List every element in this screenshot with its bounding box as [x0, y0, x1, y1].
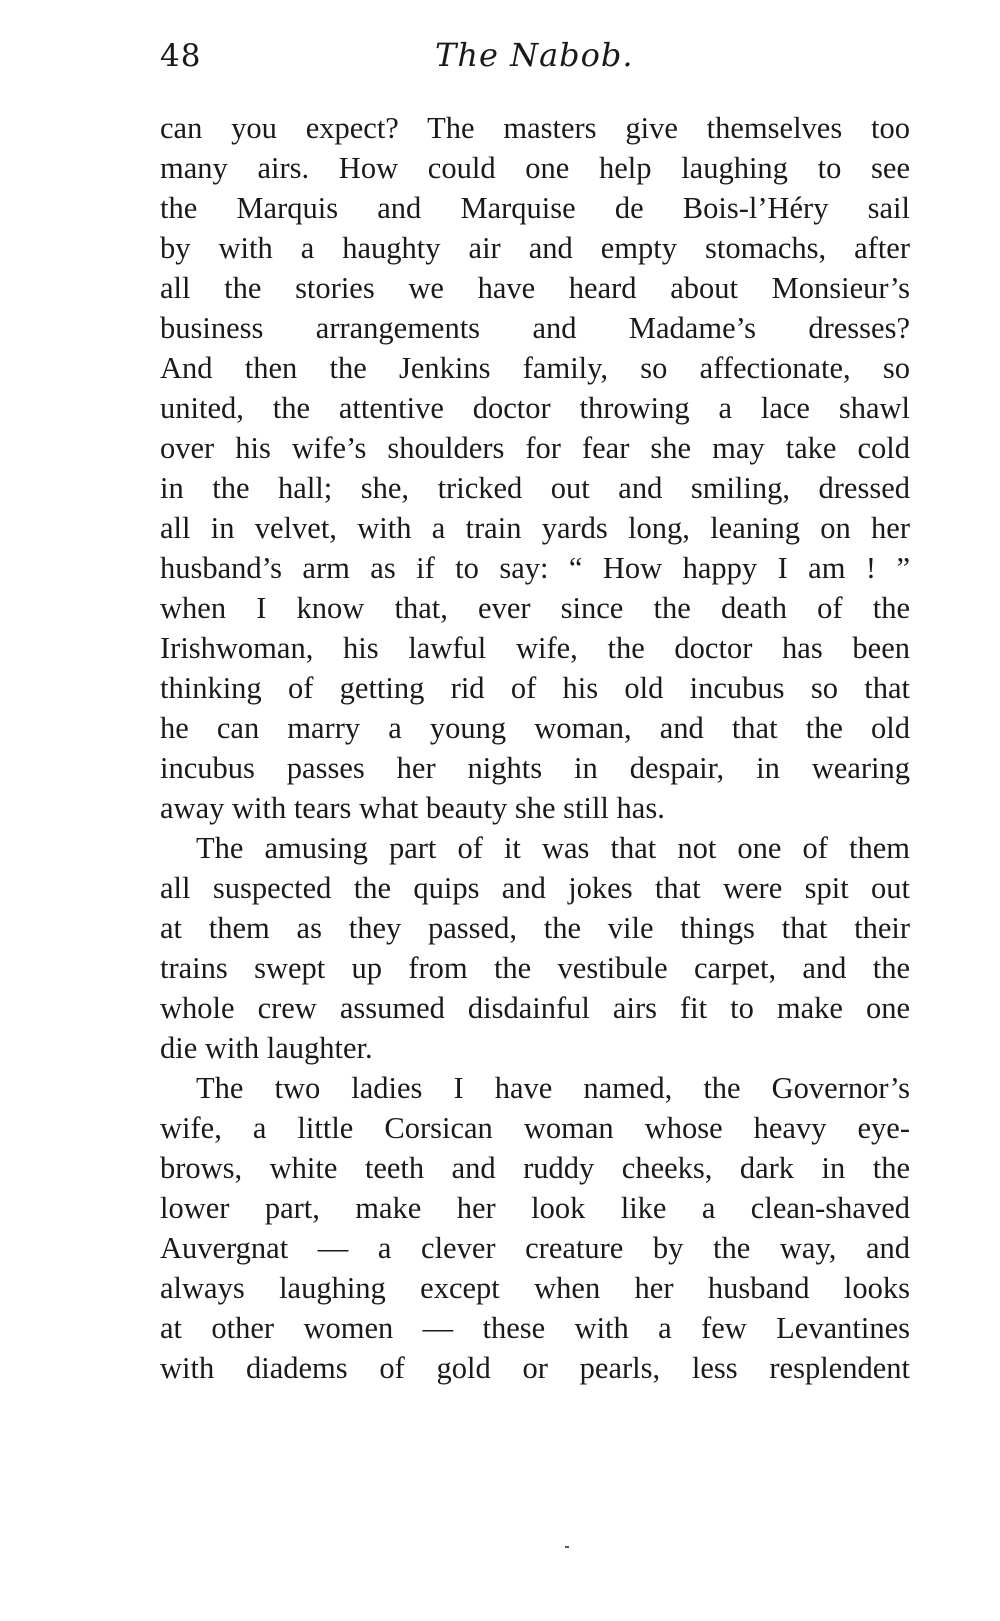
text-line: in the hall; she, tricked out and smiling, dressed — [160, 471, 910, 505]
text-line: all the stories we have heard about Monsieur’s — [160, 271, 910, 305]
text-line: die with laughter. — [160, 1031, 373, 1065]
text-line: he can marry a young woman, and that the old — [160, 711, 910, 745]
text-line: can you expect? The masters give themselves too — [160, 111, 910, 145]
text-line: always laughing except when her husband looks — [160, 1271, 910, 1305]
text-line: Auvergnat — a clever creature by the way, and — [160, 1231, 910, 1265]
text-line: business arrangements and Madame’s dresses? — [160, 311, 910, 345]
text-line: the Marquis and Marquise de Bois-l’Héry sail — [160, 191, 910, 225]
text-line: at them as they passed, the vile things that their — [160, 911, 910, 945]
page-number: 48 — [160, 38, 202, 74]
text-line: united, the attentive doctor throwing a lace shawl — [160, 391, 910, 425]
text-line: with diadems of gold or pearls, less resplendent — [160, 1351, 910, 1385]
text-line: trains swept up from the vestibule carpet, and the — [160, 951, 910, 985]
text-line: at other women — these with a few Levantines — [160, 1311, 910, 1345]
text-line: when I know that, ever since the death of the — [160, 591, 910, 625]
text-line: all in velvet, with a train yards long, leaning on her — [160, 511, 910, 545]
text-line: The amusing part of it was that not one of them — [196, 831, 910, 865]
running-title: The Nabob. — [435, 36, 634, 74]
page-header — [160, 30, 950, 86]
text-line: wife, a little Corsican woman whose heavy eye- — [160, 1111, 910, 1145]
footer-dot-mark — [565, 1546, 569, 1548]
body-text — [160, 108, 910, 1388]
text-line: brows, white teeth and ruddy cheeks, dark in the — [160, 1151, 910, 1185]
text-line: And then the Jenkins family, so affectionate, so — [160, 351, 910, 385]
text-line: husband’s arm as if to say: “ How happy I am ! ” — [160, 551, 910, 585]
text-line: over his wife’s shoulders for fear she may take cold — [160, 431, 910, 465]
text-line: whole crew assumed disdainful airs fit to make one — [160, 991, 910, 1025]
text-line: lower part, make her look like a clean-shaved — [160, 1191, 910, 1225]
text-line: The two ladies I have named, the Governor’s — [196, 1071, 910, 1105]
text-line: incubus passes her nights in despair, in wearing — [160, 751, 910, 785]
text-line: away with tears what beauty she still has. — [160, 791, 665, 825]
text-line: Irishwoman, his lawful wife, the doctor has been — [160, 631, 910, 665]
text-line: all suspected the quips and jokes that were spit out — [160, 871, 910, 905]
text-line: thinking of getting rid of his old incubus so that — [160, 671, 910, 705]
text-line: by with a haughty air and empty stomachs, after — [160, 231, 910, 265]
text-line: many airs. How could one help laughing to see — [160, 151, 910, 185]
